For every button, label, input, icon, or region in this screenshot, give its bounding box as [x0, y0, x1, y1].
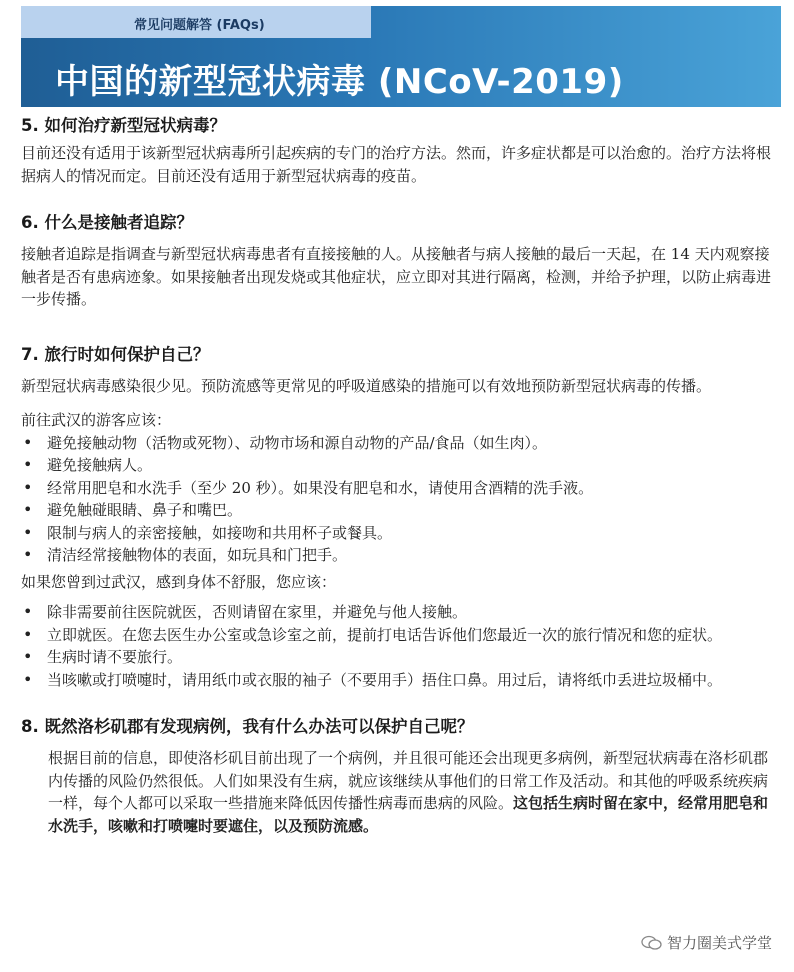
question-title: 7. 旅行时如何保护自己？	[21, 344, 210, 364]
list-item: • 限制与病人的亲密接触，如接吻和共用杯子或餐具。	[21, 522, 781, 545]
faq-content	[21, 112, 781, 859]
visitors-lead: 前往武汉的游客应该：	[21, 411, 172, 429]
header-tab	[21, 6, 371, 38]
wechat-icon	[641, 935, 663, 951]
visitors-list	[21, 432, 781, 567]
list-item: • 避免接触病人。	[21, 454, 781, 477]
faq-q8	[21, 713, 781, 837]
sick-lead: 如果您曾到过武汉，感到身体不舒服，您应该：	[21, 572, 337, 591]
question-title: 6. 什么是接触者追踪？	[21, 213, 193, 232]
page-title: 中国的新型冠状病毒 (NCoV-2019)	[55, 62, 624, 102]
header-tab-label: 常见问题解答 (FAQs)	[134, 18, 265, 33]
faq-q5	[21, 112, 781, 187]
watermark-text: 智力圈美式学堂	[666, 934, 772, 952]
list-item: • 除非需要前往医院就医，否则请留在家里，并避免与他人接触。	[21, 601, 781, 624]
answer-text: 目前还没有适用于该新型冠状病毒所引起疾病的专门的治疗方法。然而，许多症状都是可以治愈的。治疗方法将根据病人的情况而定。目前还没有适用于新型冠状病毒的疫苗。	[21, 144, 772, 185]
list-item: • 清洁经常接触物体的表面，如玩具和门把手。	[21, 544, 781, 567]
faq-q7	[21, 341, 781, 692]
list-item: • 当咳嗽或打喷嚏时，请用纸巾或衣服的袖子（不要用手）捂住口鼻。用过后，请将纸巾丢进垃圾桶中。	[21, 669, 781, 692]
answer-text-regular: 根据目前的信息，即使洛杉矶目前出现了一个病例，并且很可能还会出现更多病例，新型冠状病毒在洛杉矶郡内传播的风险仍然很低。人们如果没有生病，就应该继续从事他们的日常工作及活动。和其他的呼吸系统疾病一样，每个人都可以采取一些措施来降低因传播性病毒而患病的风险。	[48, 749, 769, 812]
answer-text: 接触者追踪是指调查与新型冠状病毒患者有直接接触的人。从接触者与病人接触的最后一天起，在 14 天内观察接触者是否有患病迹象。如果接触者出现发烧或其他症状，应立即对其进行隔离，检测，并给予护理，以防止病毒进一步传播。	[21, 245, 772, 308]
list-item: • 经常用肥皂和水洗手（至少 20 秒）。如果没有肥皂和水，请使用含酒精的洗手液。	[21, 477, 781, 500]
watermark	[641, 932, 772, 953]
sick-list	[21, 601, 781, 691]
answer-text: 新型冠状病毒感染很少见。预防流感等更常见的呼吸道感染的措施可以有效地预防新型冠状病毒的传播。	[21, 376, 712, 395]
list-item: • 立即就医。在您去医生办公室或急诊室之前，提前打电话告诉他们您最近一次的旅行情况和您的症状。	[21, 624, 781, 647]
faq-q6	[21, 209, 781, 311]
list-item: • 生病时请不要旅行。	[21, 646, 781, 669]
list-item: • 避免接触动物（活物或死物）、动物市场和源自动物的产品/食品（如生肉）。	[21, 432, 781, 455]
question-title: 8. 既然洛杉矶郡有发现病例，我有什么办法可以保护自己呢？	[21, 717, 474, 736]
answer-text	[21, 747, 781, 837]
list-item: • 避免触碰眼睛、鼻子和嘴巴。	[21, 499, 781, 522]
question-title: 5. 如何治疗新型冠状病毒？	[21, 116, 226, 135]
answer-text-bold: 这包括生病时留在家中，经常用肥皂和水洗手，咳嗽和打喷嚏时要遮住，以及预防流感。	[48, 794, 769, 835]
